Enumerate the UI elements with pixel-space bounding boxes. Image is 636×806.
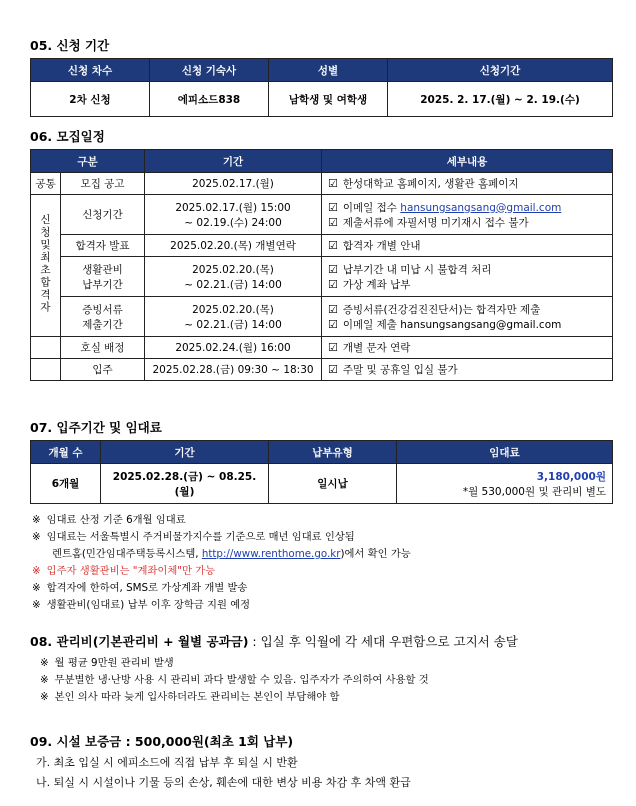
checkbox-icon [328, 240, 343, 252]
table-row [31, 257, 613, 297]
row-label-1: 증빙서류 [82, 303, 123, 316]
row-detail: 납부기간 내 미납 시 불합격 처리 [342, 263, 492, 276]
row-period-start: 2025.02.20.(목) [192, 263, 274, 276]
table-row [31, 235, 613, 257]
header-round: 신청 차수 [31, 59, 150, 82]
note-mark: ※ [40, 674, 49, 686]
cell-months: 6개월 [31, 464, 101, 504]
cell-period: 2025. 2. 17.(월) ~ 2. 19.(수) [388, 82, 613, 117]
row-label-2: 제출기간 [82, 318, 123, 331]
header-category: 구분 [31, 150, 145, 173]
row-period: 2025.02.28.(금) 09:30 ~ 18:30 [145, 359, 322, 381]
deposit-line-1: 가. 최초 입실 시 에피소드에 직접 납부 후 퇴실 시 반환 [36, 756, 298, 769]
header-details: 세부내용 [322, 150, 613, 173]
management-notes [40, 655, 429, 706]
header-schedule-period: 기간 [145, 150, 322, 173]
row-period: 2025.02.24.(월) 16:00 [145, 337, 322, 359]
note-item: 임대료는 서울특별시 주거비물가지수를 기준으로 매년 임대료 인상됨 [46, 531, 355, 543]
row-detail: 이메일 제출 hansungsangsang@gmail.com [342, 318, 562, 331]
section-09-title: 09. 시설 보증금 : 500,000원(최초 1회 납부) [30, 734, 294, 749]
note-mark: ※ [40, 657, 49, 669]
table-row [31, 195, 613, 235]
section-06-title: 06. 모집일정 [30, 129, 105, 144]
cell-dorm: 에피소드838 [150, 82, 269, 117]
rent-table [30, 440, 613, 504]
row-period-end: ~ 02.21.(금) 14:00 [184, 318, 282, 331]
group-applicants: 신청및최초합격자 [39, 214, 51, 314]
note-item: 생활관비(임대료) 납부 이후 장학금 지원 예정 [46, 599, 251, 611]
row-label: 입주 [61, 359, 145, 381]
application-period-table [30, 58, 613, 117]
row-label-1: 생활관비 [82, 263, 123, 276]
checkbox-icon [328, 364, 343, 376]
note-mark: ※ [32, 514, 41, 526]
checkbox-icon [328, 178, 343, 190]
note-item-warning: 입주자 생활관비는 "계좌이체"만 가능 [46, 565, 216, 577]
note-item-cont: 렌트홈(민간임대주택등록시스템, [52, 548, 199, 560]
row-detail: 합격자 개별 안내 [342, 240, 421, 252]
rent-total: 3,180,000원 [536, 470, 606, 483]
email-link[interactable]: hansungsangsang@gmail.com [400, 201, 562, 214]
cell-gender: 남학생 및 여학생 [269, 82, 388, 117]
row-label: 모집 공고 [61, 173, 145, 195]
header-months: 개월 수 [31, 441, 101, 464]
section-08-title-rest: : 입실 후 익월에 각 세대 우편함으로 고지서 송달 [252, 634, 518, 649]
checkbox-icon [328, 217, 343, 229]
checkbox-icon [328, 202, 343, 214]
note-item: 본인 의사 따라 늦게 입사하더라도 관리비는 본인이 부담해야 함 [54, 691, 340, 703]
note-mark: ※ [32, 565, 41, 577]
row-label-2: 납부기간 [82, 278, 123, 291]
row-detail: 한성대학교 홈페이지, 생활관 홈페이지 [342, 178, 519, 190]
section-05-title: 05. 신청 기간 [30, 38, 110, 53]
checkbox-icon [328, 319, 343, 331]
note-mark: ※ [32, 582, 41, 594]
note-item: 무분별한 냉·난방 사용 시 관리비 과다 발생할 수 있음. 입주자가 주의하여 사용할 것 [54, 674, 429, 686]
header-payment-type: 납부유형 [269, 441, 397, 464]
checkbox-icon [328, 304, 343, 316]
row-detail: 증빙서류(건강검진진단서)는 합격자만 제출 [342, 303, 541, 316]
header-rent: 임대료 [397, 441, 613, 464]
checkbox-icon [328, 279, 343, 291]
table-row [31, 297, 613, 337]
cell-rent-period: 2025.02.28.(금) ~ 08.25.(월) [101, 464, 269, 504]
cell-round: 2차 신청 [31, 82, 150, 117]
table-row [31, 337, 613, 359]
row-label: 신청기간 [61, 195, 145, 235]
table-row [31, 173, 613, 195]
header-rent-period: 기간 [101, 441, 269, 464]
section-07-title: 07. 입주기간 및 임대료 [30, 420, 162, 435]
row-period-start: 2025.02.20.(목) [192, 303, 274, 316]
header-gender: 성별 [269, 59, 388, 82]
rent-notes [32, 512, 411, 614]
section-08-title [30, 632, 518, 650]
table-row [31, 359, 613, 381]
cell-payment-type: 일시납 [269, 464, 397, 504]
checkbox-icon [328, 264, 343, 276]
row-period-end: ~ 02.19.(수) 24:00 [184, 216, 282, 229]
checkbox-icon [328, 342, 343, 354]
renthome-link[interactable]: http://www.renthome.go.kr [201, 548, 341, 560]
row-detail: 이메일 접수 [342, 201, 397, 214]
row-detail: 주말 및 공휴일 입실 불가 [342, 364, 458, 376]
schedule-table [30, 149, 613, 381]
note-mark: ※ [32, 531, 41, 543]
group-common: 공통 [31, 173, 61, 195]
row-detail: 제출서류에 자필서명 미기재시 접수 불가 [342, 216, 529, 229]
row-period-end: ~ 02.21.(금) 14:00 [184, 278, 282, 291]
note-item: 합격자에 한하여, SMS로 가상계좌 개별 발송 [46, 582, 248, 594]
note-item-cont-suffix: )에서 확인 가능 [340, 548, 411, 560]
header-period: 신청기간 [388, 59, 613, 82]
row-label: 합격자 발표 [61, 235, 145, 257]
note-item: 임대료 산정 기준 6개월 임대료 [46, 514, 186, 526]
note-mark: ※ [32, 599, 41, 611]
row-period: 2025.02.20.(목) 개별연락 [145, 235, 322, 257]
row-period-start: 2025.02.17.(월) 15:00 [175, 201, 291, 214]
deposit-line-2: 나. 퇴실 시 시설이나 기물 등의 손상, 훼손에 대한 변상 비용 차감 후 차액 환급 [36, 776, 411, 789]
section-08-title-bold: 08. 관리비(기본관리비 + 월별 공과금) [30, 634, 249, 649]
rent-note: *월 530,000원 및 관리비 별도 [462, 485, 606, 498]
row-detail: 개별 문자 연락 [342, 342, 411, 354]
row-period: 2025.02.17.(월) [145, 173, 322, 195]
row-label: 호실 배정 [61, 337, 145, 359]
header-dorm: 신청 기숙사 [150, 59, 269, 82]
note-item: 월 평균 9만원 관리비 발생 [54, 657, 174, 669]
row-detail: 가상 계좌 납부 [342, 278, 411, 291]
note-mark: ※ [40, 691, 49, 703]
